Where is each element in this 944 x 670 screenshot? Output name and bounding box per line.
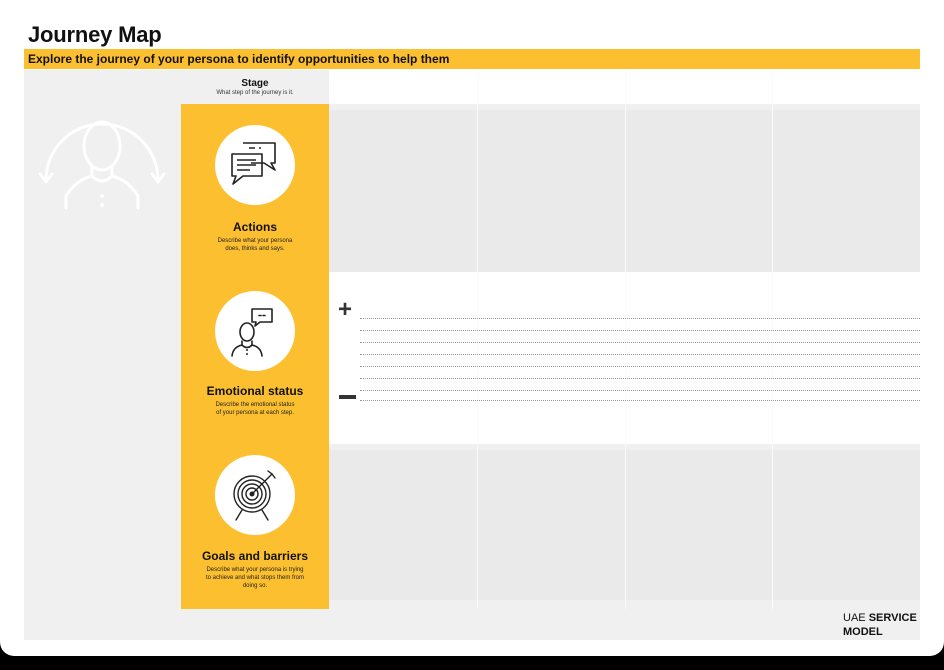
- brand-word: SERVICE: [868, 612, 917, 624]
- persona-avatar-icon: [36, 100, 168, 212]
- actions-cell[interactable]: [329, 110, 477, 272]
- goals-cell[interactable]: [478, 450, 625, 600]
- positive-emotion-sign: +: [338, 296, 353, 323]
- goals-cell[interactable]: [773, 450, 920, 600]
- negative-emotion-sign: [339, 395, 356, 399]
- actions-cell[interactable]: [773, 110, 920, 272]
- stage-description: What step of the journey is it.: [216, 90, 294, 96]
- brand-word: MODEL: [843, 626, 883, 638]
- chat-bubbles-icon: [214, 124, 296, 206]
- target-arrow-icon: [214, 454, 296, 536]
- emotion-gridline: [360, 390, 920, 391]
- subtitle-bar: [24, 49, 920, 69]
- emotion-gridline: [360, 400, 920, 401]
- emotion-gridline: [360, 354, 920, 355]
- person-speech-icon: [214, 290, 296, 372]
- emotion-gridline: [360, 342, 920, 343]
- page-title: Journey Map: [28, 22, 162, 47]
- brand-prefix: UAE: [843, 612, 866, 624]
- stage-columns: [329, 70, 920, 609]
- section-emotional-status: [181, 272, 329, 444]
- stage-title: Stage: [241, 78, 269, 89]
- emotion-gridline: [360, 366, 920, 367]
- emotion-gridline: [360, 378, 920, 379]
- subtitle-text: Explore the journey of your persona to identify opportunities to help them: [28, 52, 450, 66]
- section-goals-barriers: [181, 444, 329, 609]
- section-actions: [181, 104, 329, 272]
- section-title: Emotional status: [206, 384, 304, 398]
- emotion-gridline: [360, 330, 920, 331]
- emotion-gridline: [360, 318, 920, 319]
- section-description: Describe the emotional status of your persona at each step.: [215, 402, 295, 416]
- stage-header: [181, 70, 329, 104]
- actions-cell[interactable]: [478, 110, 625, 272]
- goals-cell[interactable]: [626, 450, 772, 600]
- actions-cell[interactable]: [626, 110, 772, 272]
- section-description: Describe what your persona is trying to achieve and what stops them from doing so.: [205, 567, 305, 589]
- brand-logo: [843, 611, 917, 639]
- footer-panel: [181, 609, 920, 640]
- section-title: Goals and barriers: [201, 549, 309, 563]
- goals-cell[interactable]: [329, 450, 477, 600]
- section-title: Actions: [232, 220, 277, 234]
- section-description: Describe what your persona does, thinks and says.: [217, 238, 293, 252]
